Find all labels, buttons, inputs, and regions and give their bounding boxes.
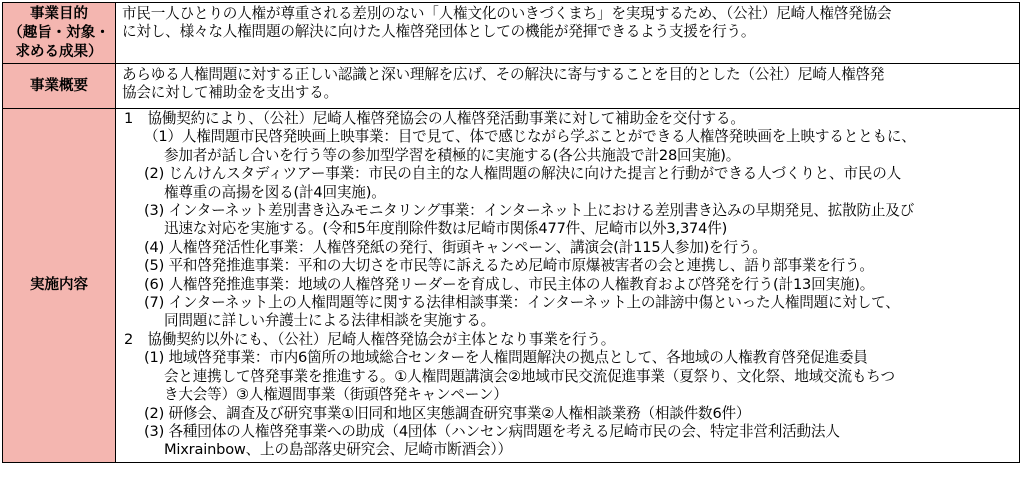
- row-overview: [3, 64, 1020, 109]
- text-line: あらゆる人権問題に対する正しい認識と深い理解を広げ、その解決に寄与することを目的とした（公社）尼崎人権啓発: [122, 66, 885, 83]
- section-heading: 1 協働契約により、（公社）尼崎人権啓発協会の人権啓発活動事業に対して補助金を交付する。: [124, 110, 745, 127]
- purpose-content: [116, 3, 1020, 64]
- header-implementation: [3, 109, 116, 463]
- section-heading: 2 協働契約以外にも、（公社）尼崎人権啓発協会が主体となり事業を行う。: [124, 330, 616, 348]
- project-table: [2, 2, 1020, 463]
- header-purpose: [3, 3, 116, 64]
- list-item-continuation: 参加者が話し合いを行う等の参加型学習を積極的に実施する(各公共施設で計28回実施)。: [164, 146, 741, 164]
- list-item: (2) じんけんスタディツアー事業：市民の自主的な人権問題の解決に向けた提言と行動ができる人づくりと、市民の人: [144, 165, 901, 183]
- header-overview: [3, 64, 116, 109]
- list-item-continuation: 迅速な対応を実施する。(令和5年度削除件数は尼崎市関係477件、尼崎市以外3,374件): [164, 220, 728, 238]
- text-line: 協会に対して補助金を支出する。: [122, 84, 338, 102]
- row-purpose: [3, 3, 1020, 64]
- list-item-continuation: き大会等）③人権週間事業（街頭啓発キャンペーン）: [164, 386, 508, 404]
- header-line: 事業概要: [30, 77, 88, 94]
- list-item-continuation: 会と連携して啓発事業を推進する。①人権問題講演会②地域市民交流促進事業（夏祭り、文化祭、地域交流もちつ: [164, 367, 895, 385]
- list-item: (5) 平和啓発推進事業：平和の大切さを市民等に訴えるため尼崎市原爆被害者の会と連携し、語り部事業を行う。: [144, 257, 874, 275]
- overview-content: [116, 64, 1020, 109]
- implementation-content: [116, 109, 1020, 463]
- list-item-continuation: 権尊重の高揚を図る(計4回実施)。: [164, 183, 386, 201]
- header-line: 実施内容: [30, 276, 88, 293]
- list-item: (2) 研修会、調査及び研究事業①旧同和地区実態調査研究事業②人権相談業務（相談件数6件）: [144, 404, 751, 422]
- list-item: (3) 各種団体の人権啓発事業への助成（4団体（ハンセン病問題を考える尼崎市民の会、特定非営利活動法人: [144, 422, 840, 440]
- text-line: に対し、様々な人権問題の解決に向けた人権啓発団体としての機能が発揮できるよう支援を行う。: [122, 23, 756, 41]
- list-item: (6) 人権啓発推進事業：地域の人権啓発リーダーを育成し、市民主体の人権教育および啓発を行う(計13回実施)。: [144, 275, 875, 293]
- header-line: （趣旨・対象・: [8, 24, 110, 41]
- list-item-continuation: Mixrainbow、上の島部落史研究会、尼崎市断酒会））: [164, 441, 512, 459]
- list-item: (3) インターネット差別書き込みモニタリング事業：インターネット上における差別書き込みの早期発見、拡散防止及び: [144, 202, 915, 220]
- list-item: （1）人権問題市民啓発映画上映事業：目で見て、体で感じながら学ぶことができる人権啓発映画を上映するとともに、: [144, 128, 916, 146]
- text-line: 市民一人ひとりの人権が尊重される差別のない「人権文化のいきづくまち」を実現するため、（公社）尼崎人権啓発協会: [122, 5, 892, 22]
- header-line: 求める成果）: [15, 43, 103, 60]
- row-implementation: [3, 109, 1020, 463]
- list-item: (1) 地域啓発事業：市内6箇所の地域総合センターを人権問題解決の拠点として、各地域の人権教育啓発促進委員: [144, 349, 868, 367]
- list-item: (7) インターネット上の人権問題等に関する法律相談事業：インターネット上の誹謗中傷といった人権問題に対して、: [144, 294, 900, 312]
- list-item: (4) 人権啓発活性化事業：人権啓発紙の発行、街頭キャンペーン、講演会(計115人参加)を行う。: [144, 238, 767, 256]
- list-item-continuation: 同問題に詳しい弁護士による法律相談を実施する。: [164, 312, 496, 330]
- header-line: 事業目的: [30, 5, 88, 22]
